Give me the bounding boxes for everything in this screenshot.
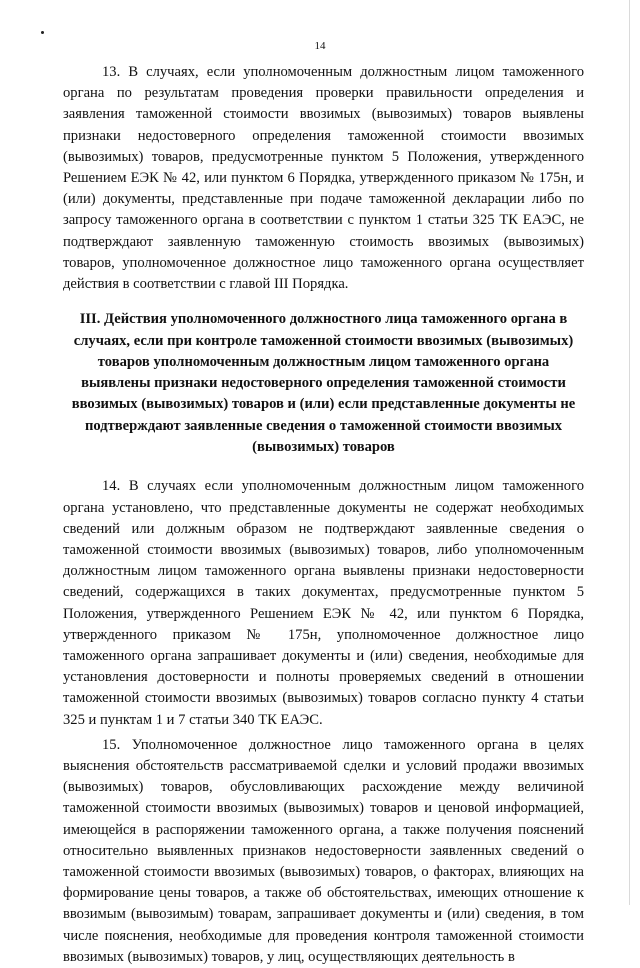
- page-number: 14: [314, 40, 326, 52]
- paragraph-15: 15. Уполномоченное должностное лицо таможенного органа в целях выяснения обстоятельств рассматриваемой сделки и условий продажи ввозимых (вывозимых) товаров, обусловливающих расхождение между величиной таможенной стоимости ввозимых (вывозимых) товаров и ценовой информацией, имеющейся в распоряжении таможенного органа, а также получения пояснений относительно выявленных признаков недостоверности заявленных сведений о таможенной стоимости ввозимых (вывозимых) товаров, о факторах, влияющих на формирование цены товаров, а также об обстоятельствах, имеющих отношение к ввозимым (вывозимым) товарам, запрашивает документы и (или) сведения, в том числе пояснения, необходимые для проведения контроля таможенной стоимости ввозимых (вывозимых) товаров, у лиц, осуществляющих деятельность в: [63, 736, 584, 965]
- section-heading-iii: III. Действия уполномоченного должностного лица таможенного органа в случаях, если при контроле таможенной стоимости ввозимых (вывозимых) товаров уполномоченным должностным лицом таможенного органа выявлены признаки недостоверного определения таможенной стоимости ввозимых (вывозимых) товаров и (или) если представленные документы не подтверждают заявленные сведения о таможенной стоимости ввозимых (вывозимых) товаров: [71, 311, 576, 456]
- paragraph-14: 14. В случаях если уполномоченным должностным лицом таможенного органа установлено, что представленные документы не содержат необходимых сведений или должным образом не подтверждают заявленные сведения о таможенной стоимости ввозимых (вывозимых) товаров, либо уполномоченным должностным лицом таможенного органа выявлены признаки недостоверности сведений, содержащихся в таких документах, предусмотренные пунктом 5 Положения, утвержденного Решением ЕЭК № 42, или пунктом 6 Порядка, утвержденного приказом № 175н, уполномоченное должностное лицо таможенного органа запрашивает документы и (или) сведения, необходимые для установления достоверности и полноты проверяемых сведений в отношении таможенной стоимости ввозимых (вывозимых) товаров согласно пункту 4 статьи 325 и пунктам 1 и 7 статьи 340 ТК ЕАЭС.: [63, 478, 584, 728]
- paragraph-13: 13. В случаях, если уполномоченным должностным лицом таможенного органа по результатам проведения проверки правильности определения и заявления таможенной стоимости ввозимых (вывозимых) товаров выявлены признаки недостоверного определения таможенной стоимости ввозимых (вывозимых) товаров, предусмотренные пунктом 5 Положения, утвержденного Решением ЕЭК № 42, или пунктом 6 Порядка, утвержденного приказом № 175н, и (или) документы, представленные при подаче таможенной декларации либо по запросу таможенного органа в соответствии с пунктом 1 статьи 325 ТК ЕАЭС, не подтверждают заявленную таможенную стоимость ввозимых (вывозимых) товаров, уполномоченное должностное лицо таможенного органа осуществляет действия в соответствии с главой III Порядка.: [63, 64, 584, 293]
- scan-edge: [629, 0, 630, 905]
- scan-speck: [41, 31, 44, 34]
- document-body: [63, 62, 584, 968]
